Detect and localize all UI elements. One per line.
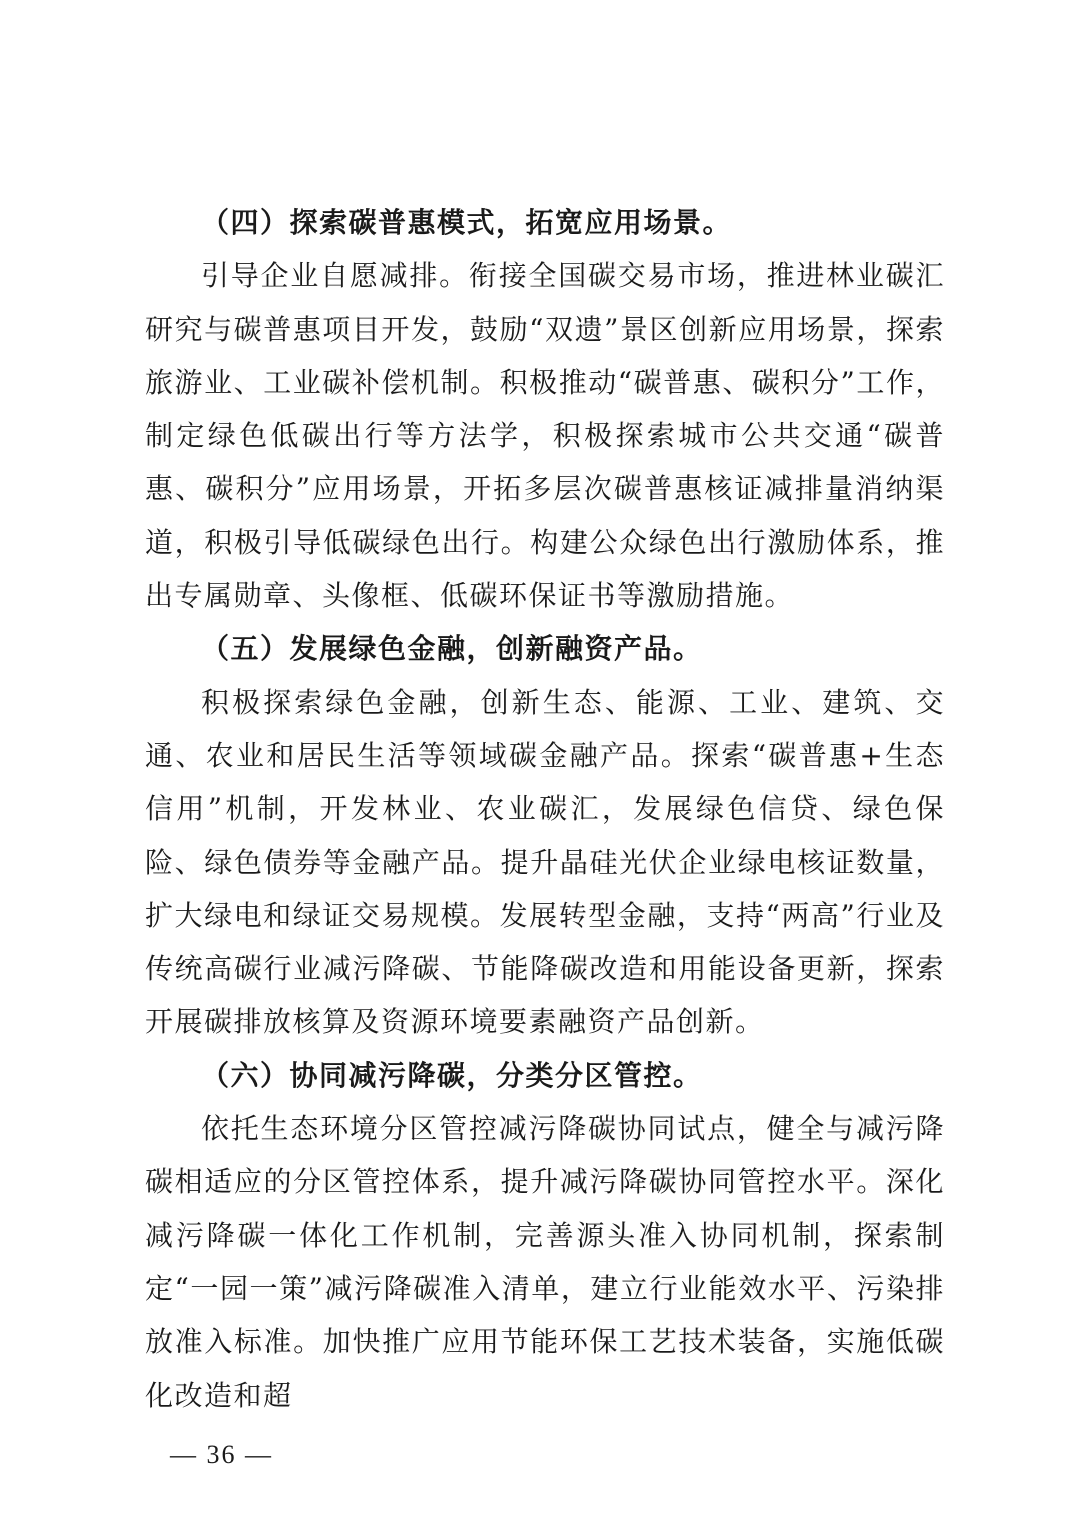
document-body: [145, 196, 945, 1422]
section-paragraph-4: 引导企业自愿减排。衔接全国碳交易市场，推进林业碳汇研究与碳普惠项目开发，鼓励“双遗”景区创新应用场景，探索旅游业、工业碳补偿机制。积极推动“碳普惠、碳积分”工作，制定绿色低碳出行等方法学，积极探索城市公共交通“碳普惠、碳积分”应用场景，开拓多层次碳普惠核证减排量消纳渠道，积极引导低碳绿色出行。构建公众绿色出行激励体系，推出专属勋章、头像框、低碳环保证书等激励措施。: [145, 259, 945, 613]
section-heading-6: （六）协同减污降碳，分类分区管控。: [201, 1058, 703, 1092]
section-paragraph-6: 依托生态环境分区管控减污降碳协同试点，健全与减污降碳相适应的分区管控体系，提升减污降碳协同管控水平。深化减污降碳一体化工作机制，完善源头准入协同机制，探索制定“一园一策”减污降碳准入清单，建立行业能效水平、污染排放准入标准。加快推广应用节能环保工艺技术装备，实施低碳化改造和超: [145, 1112, 945, 1412]
section-heading-5: （五）发展绿色金融，创新融资产品。: [201, 632, 703, 666]
section-heading-4: （四）探索碳普惠模式，拓宽应用场景。: [201, 206, 733, 239]
section-paragraph-5: 积极探索绿色金融，创新生态、能源、工业、建筑、交通、农业和居民生活等领域碳金融产品。探索“碳普惠+生态信用”机制，开发林业、农业碳汇，发展绿色信贷、绿色保险、绿色债券等金融产品。提升晶硅光伏企业绿电核证数量，扩大绿电和绿证交易规模。发展转型金融，支持“两高”行业及传统高碳行业减污降碳、节能降碳改造和用能设备更新，探索开展碳排放核算及资源环境要素融资产品创新。: [145, 685, 945, 1039]
page-number: — 36 —: [170, 1440, 273, 1469]
